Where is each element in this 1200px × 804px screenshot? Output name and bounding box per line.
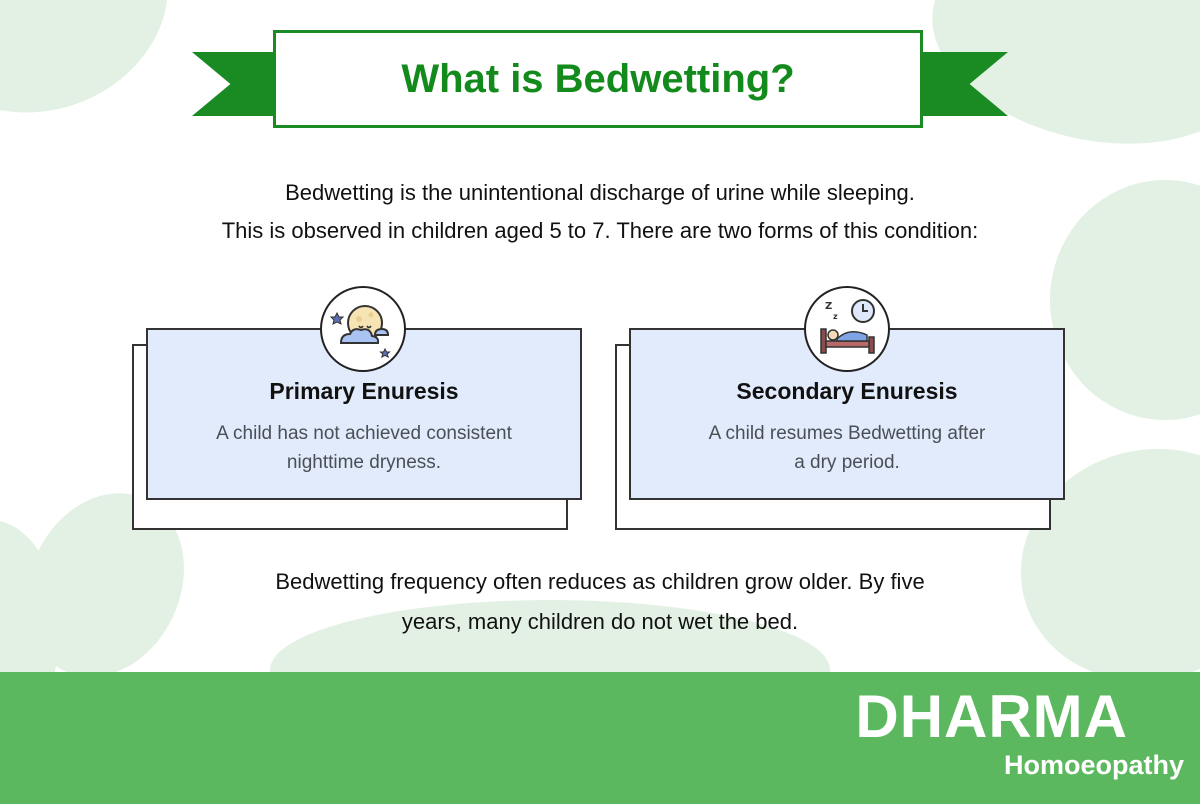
- svg-text:z: z: [833, 312, 838, 321]
- intro-line: Bedwetting is the unintentional discharge of urine while sleeping.: [285, 180, 915, 205]
- card-description-line: A child has not achieved consistent: [216, 423, 512, 444]
- closing-line: Bedwetting frequency often reduces as children grow older. By five: [275, 569, 925, 594]
- brand-logo-text: DHARMA: [855, 683, 1128, 750]
- title-banner: [273, 30, 923, 128]
- card-description: [631, 419, 1063, 477]
- background-blob: [0, 0, 200, 148]
- intro-text: [100, 174, 1100, 250]
- sleeping-bed-icon: [804, 286, 890, 372]
- svg-text:Z: Z: [825, 301, 833, 312]
- footer-bar: [0, 672, 1200, 804]
- card-description-line: nighttime dryness.: [286, 452, 442, 473]
- intro-line: This is observed in children aged 5 to 7. There are two forms of this condition:: [221, 218, 979, 243]
- card-description-line: A child resumes Bedwetting after: [708, 423, 986, 444]
- card-description: [148, 419, 580, 477]
- moon-icon: [320, 286, 406, 372]
- closing-line: years, many children do not wet the bed.: [401, 609, 799, 634]
- brand-tagline: Homoeopathy: [1003, 750, 1184, 780]
- card-description-line: a dry period.: [794, 452, 900, 473]
- page-title: What is Bedwetting?: [401, 56, 795, 101]
- closing-text: [150, 562, 1050, 642]
- card-title: Primary Enuresis: [269, 378, 459, 404]
- card-title: Secondary Enuresis: [736, 378, 958, 404]
